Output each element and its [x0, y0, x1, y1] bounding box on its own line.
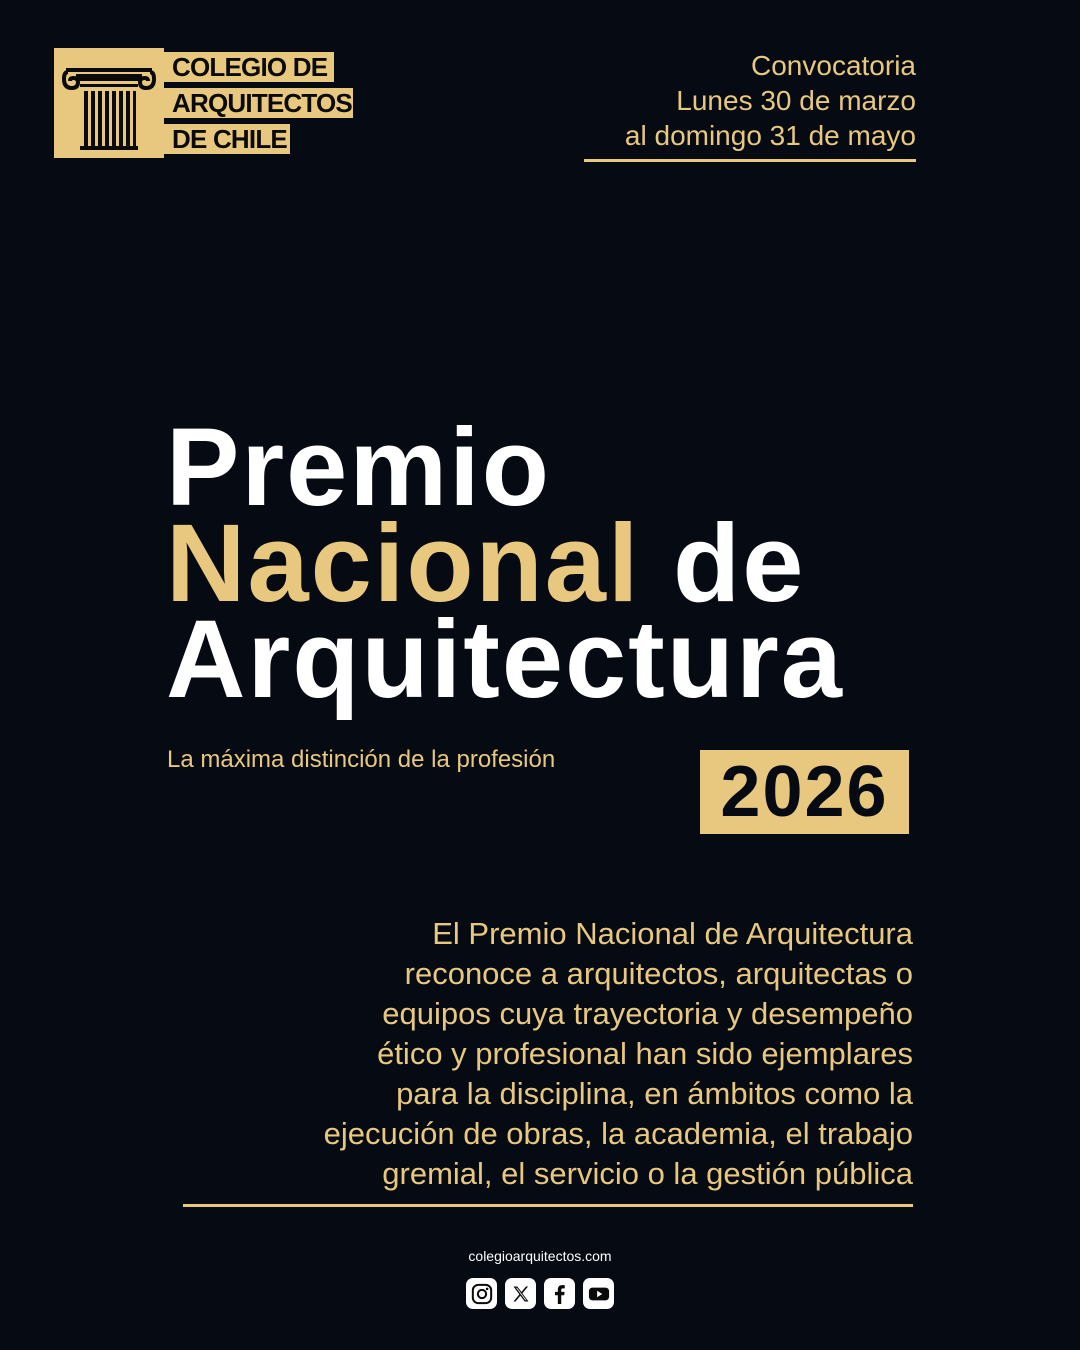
facebook-icon[interactable] — [544, 1278, 575, 1309]
description — [153, 914, 913, 1194]
title-line-3: Arquitectura — [166, 598, 844, 721]
description-line: para la disciplina, en ámbitos como la — [396, 1076, 913, 1111]
ionic-column-icon — [54, 48, 164, 158]
description-line: reconoce a arquitectos, arquitectas o — [404, 956, 913, 991]
instagram-icon[interactable] — [466, 1278, 497, 1309]
convocatoria-underline — [584, 159, 916, 162]
youtube-icon[interactable] — [583, 1278, 614, 1309]
website-link[interactable]: colegioarquitectos.com — [468, 1248, 612, 1264]
year-badge: 2026 — [700, 750, 909, 834]
title-line-2-rest: de — [673, 502, 806, 625]
subtitle: La máxima distinción de la profesión — [167, 746, 556, 773]
page-title — [166, 406, 966, 721]
description-underline — [183, 1204, 913, 1207]
title-line-1: Premio — [166, 406, 551, 529]
description-line: ético y profesional han sido ejemplares — [377, 1036, 913, 1071]
convocatoria-date-end: al domingo 31 de mayo — [624, 120, 916, 151]
description-line: equipos cuya trayectoria y desempeño — [382, 996, 913, 1031]
logo-text-line-2: ARQUITECTOS — [164, 88, 353, 118]
convocatoria-date-start: Lunes 30 de marzo — [676, 85, 916, 116]
description-line: gremial, el servicio o la gestión pública — [382, 1156, 913, 1191]
convocatoria-block — [584, 48, 916, 162]
convocatoria-label: Convocatoria — [751, 50, 916, 81]
logo-text-line-1: COLEGIO DE — [164, 52, 334, 82]
social-links — [466, 1278, 614, 1310]
description-line: El Premio Nacional de Arquitectura — [432, 916, 913, 951]
title-highlight: Nacional — [166, 502, 641, 625]
logo-text-line-3: DE CHILE — [164, 124, 290, 154]
logo — [54, 48, 354, 160]
x-icon[interactable] — [505, 1278, 536, 1309]
description-line: ejecución de obras, la academia, el trabajo — [323, 1116, 913, 1151]
